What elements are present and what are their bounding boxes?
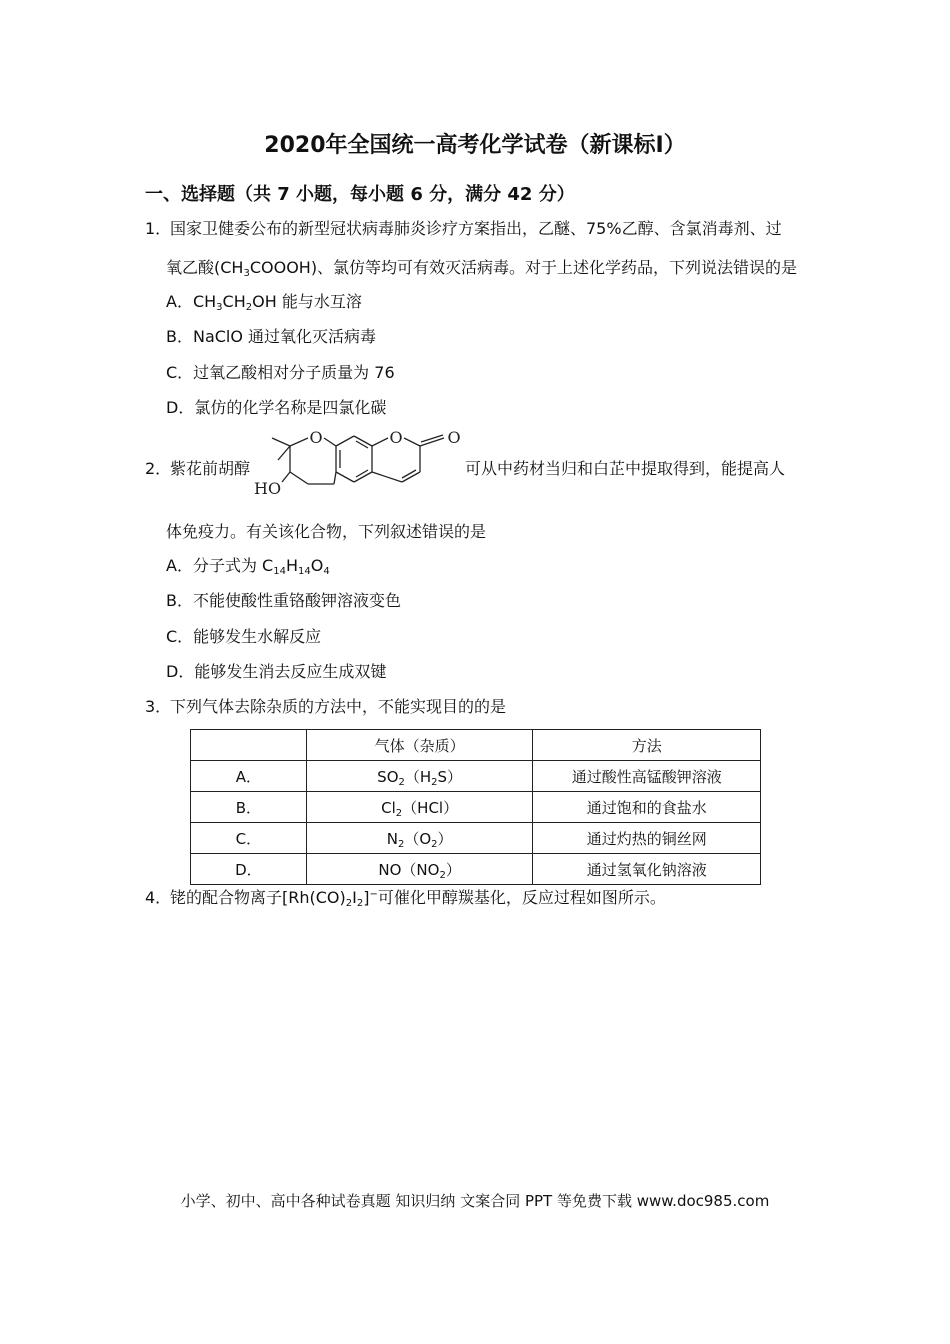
question-4-number: 4．	[145, 888, 172, 907]
row-gas: $SO_2(H_2S)$	[306, 761, 533, 792]
question-2-option-a: A．分子式为 $C_{14}H_{14}O_4$	[166, 556, 330, 577]
question-1-line1: 国家卫健委公布的新型冠状病毒肺炎诊疗方案指出，乙醚、75%乙醇、含氯消毒剂、过	[170, 219, 782, 238]
molecule-oxygen-carbonyl: O	[447, 428, 461, 447]
table-header-cell	[191, 730, 307, 761]
question-2-line2: 体免疫力。有关该化合物，下列叙述错误的是	[166, 522, 487, 541]
table-header-cell: 气体（杂质）	[306, 730, 533, 761]
molecule-structure-diagram	[250, 424, 465, 500]
question-4-stem: 铑的配合物离子$[Rh(CO)_2I_2]^-$可催化甲醇羰基化，反应过程如图所示。	[170, 888, 666, 909]
question-2-option-d: D．能够发生消去反应生成双键	[166, 662, 387, 681]
row-gas: $Cl_2(HCl)$	[306, 792, 533, 823]
question-2-lead: 紫花前胡醇	[170, 459, 251, 478]
table-row	[191, 761, 761, 792]
section-heading: 一、选择题（共 7 小题，每小题 6 分，满分 42 分）	[145, 184, 575, 205]
impurity-removal-table	[190, 729, 761, 885]
table-row	[191, 792, 761, 823]
question-1-option-b: B．NaClO 通过氧化灭活病毒	[166, 327, 377, 346]
question-3-number: 3．	[145, 697, 172, 716]
row-method: 通过氢氧化钠溶液	[533, 854, 761, 885]
row-method: 通过酸性高锰酸钾溶液	[533, 761, 761, 792]
row-label: B．	[191, 792, 307, 823]
row-gas: $N_2(O_2)$	[306, 823, 533, 854]
table-header-row	[191, 730, 761, 761]
table-row	[191, 823, 761, 854]
row-gas: $NO(NO_2)$	[306, 854, 533, 885]
table-row	[191, 854, 761, 885]
molecule-oxygen-ring2: O	[389, 428, 403, 447]
question-2-number: 2．	[145, 459, 172, 478]
question-3-stem: 下列气体去除杂质的方法中，不能实现目的的是	[170, 697, 507, 716]
question-2-tail: 可从中药材当归和白芷中提取得到，能提高人	[465, 459, 786, 478]
question-1-option-d: D．氯仿的化学名称是四氯化碳	[166, 398, 387, 417]
page-title: 2020年全国统一高考化学试卷（新课标Ⅰ）	[264, 133, 686, 158]
question-2-option-b: B．不能使酸性重铬酸钾溶液变色	[166, 591, 401, 610]
table-header-cell: 方法	[533, 730, 761, 761]
question-1-option-c: C．过氧乙酸相对分子质量为 76	[166, 363, 395, 382]
question-1-line2: 氧乙酸$(CH_3COOOH)$、氯仿等均可有效灭活病毒。对于上述化学药品，下列说法错误的是	[166, 258, 798, 279]
question-2-option-c: C．能够发生水解反应	[166, 627, 322, 646]
question-1-number: 1．	[145, 219, 172, 238]
molecule-hydroxyl: HO	[254, 479, 282, 498]
page-footer: 小学、初中、高中各种试卷真题 知识归纳 文案合同 PPT 等免费下载 www.doc985.com	[180, 1192, 770, 1210]
row-label: C．	[191, 823, 307, 854]
question-1-option-a: A．$CH_3CH_2OH$ 能与水互溶	[166, 292, 362, 313]
row-label: A．	[191, 761, 307, 792]
molecule-oxygen-ring1: O	[309, 428, 323, 447]
row-method: 通过灼热的铜丝网	[533, 823, 761, 854]
row-method: 通过饱和的食盐水	[533, 792, 761, 823]
row-label: D．	[191, 854, 307, 885]
